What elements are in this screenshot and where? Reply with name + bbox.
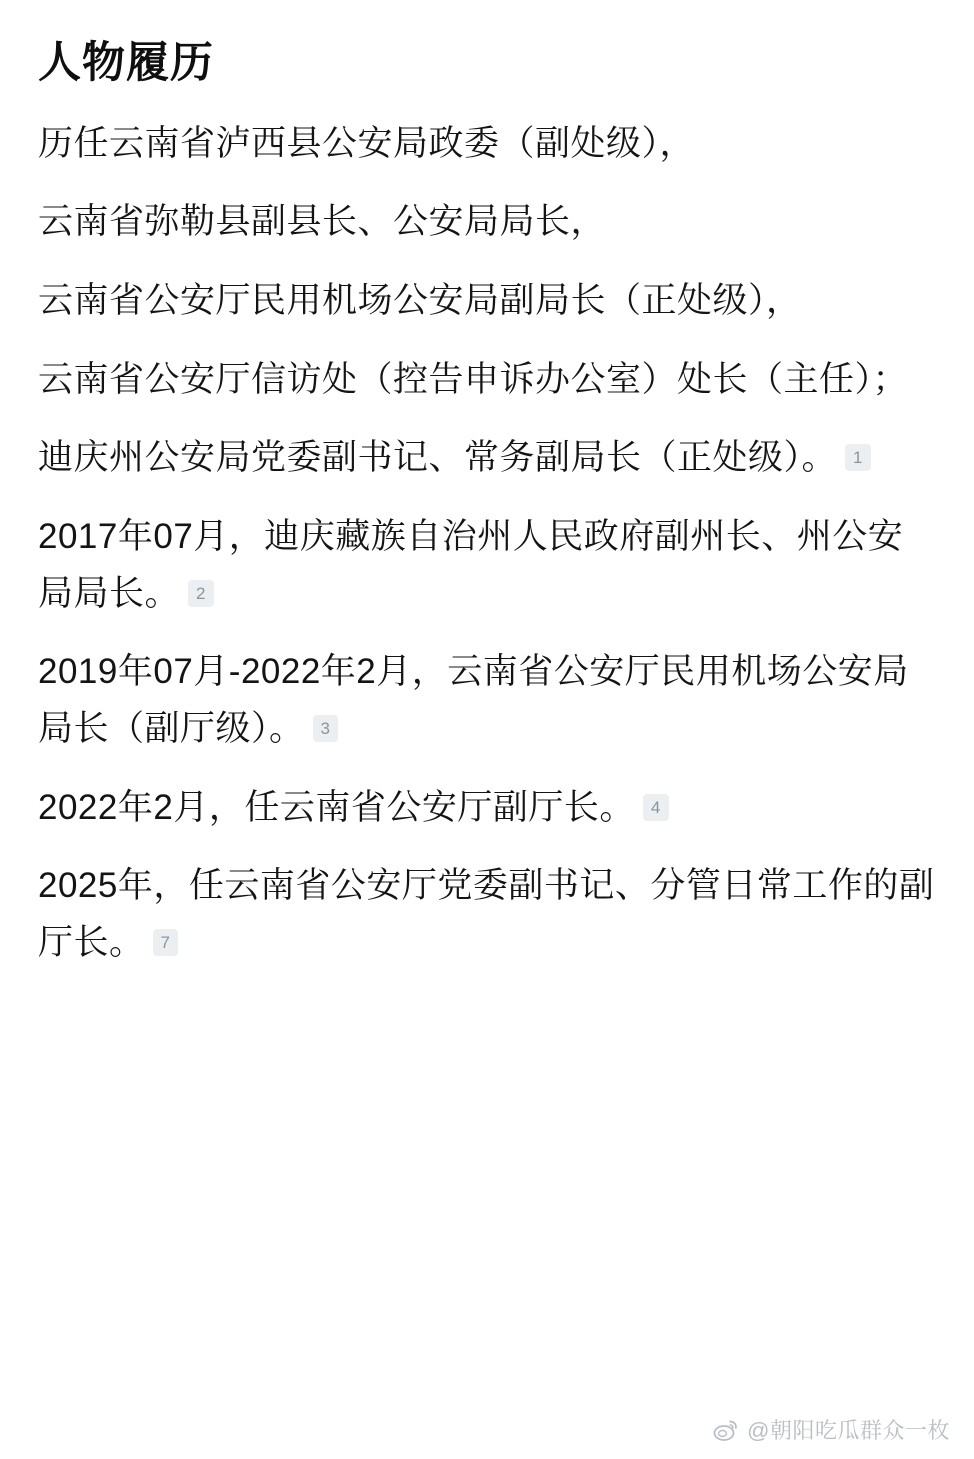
reference-marker[interactable]: 4 <box>643 794 669 821</box>
watermark <box>713 1414 950 1445</box>
paragraph <box>38 430 936 487</box>
paragraph <box>38 352 936 409</box>
paragraph <box>38 194 936 251</box>
paragraph-text: 云南省公安厅信访处（控告申诉办公室）处长（主任）； <box>38 359 909 399</box>
reference-marker[interactable]: 2 <box>188 580 214 607</box>
reference-marker[interactable]: 3 <box>313 715 339 742</box>
paragraph <box>38 116 936 173</box>
paragraph <box>38 509 936 622</box>
paragraph-text: 2017年07月，迪庆藏族自治州人民政府副州长、州公安局局长。 <box>38 517 904 613</box>
paragraph-text: 迪庆州公安局党委副书记、常务副局长（正处级）。 <box>38 438 838 478</box>
watermark-text: @朝阳吃瓜群众一枚 <box>747 1418 950 1443</box>
reference-marker[interactable]: 1 <box>845 444 871 471</box>
paragraph-text: 2025年，任云南省公安厅党委副书记、分管日常工作的副厅长。 <box>38 866 935 963</box>
paragraph <box>38 858 936 971</box>
paragraph <box>38 780 936 837</box>
paragraph <box>38 273 936 330</box>
page-title: 人物履历 <box>38 39 214 87</box>
paragraph-text: 云南省公安厅民用机场公安局副局长（正处级）， <box>38 280 802 320</box>
paragraph-text: 历任云南省泸西县公安局政委（副处级）， <box>38 123 696 163</box>
paragraph-text: 2019年07月-2022年2月，云南省公安厅民用机场公安局局长（副厅级）。 <box>38 652 909 749</box>
paragraph <box>38 644 936 757</box>
paragraph-text: 云南省弥勒县副县长、公安局局长， <box>38 202 607 242</box>
reference-marker[interactable]: 7 <box>153 929 179 956</box>
paragraph-text: 2022年2月，任云南省公安厅副厅长。 <box>38 787 635 827</box>
weibo-icon <box>713 1417 739 1443</box>
